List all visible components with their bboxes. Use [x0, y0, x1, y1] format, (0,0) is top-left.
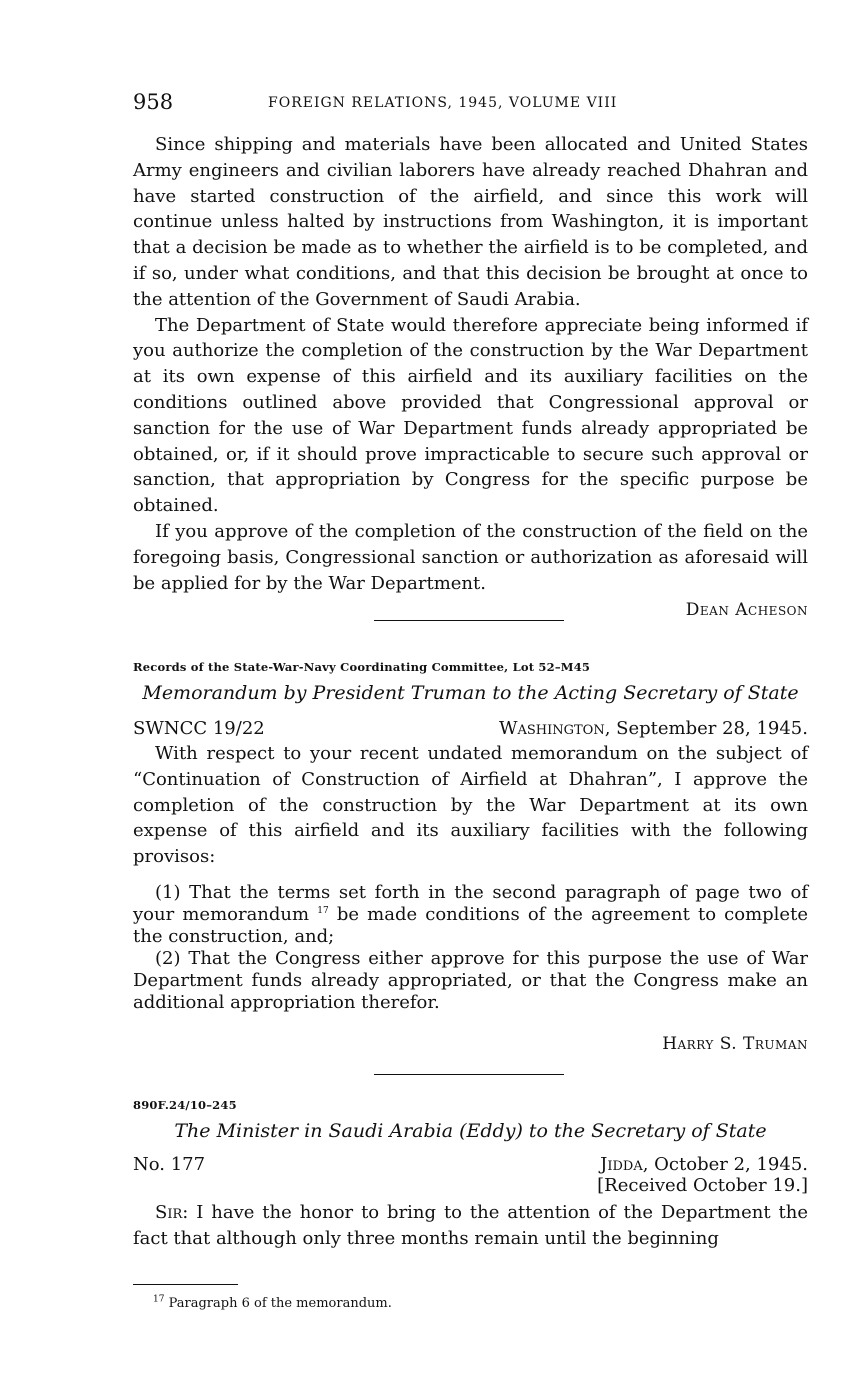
document-ref: SWNCC 19/22 [133, 718, 265, 739]
page-number: 958 [133, 90, 174, 114]
footnote [133, 1290, 392, 1311]
document-title: Memorandum by President Truman to the Acting Secretary of State [142, 682, 799, 704]
paragraph: With respect to your recent undated memorandum on the subject of “Continuation of Construction of Airfield at Dhahran”, I approve the completion of the construction by the War Department at its own expense of this airfield and its auxiliary facilities with the following provisos: [133, 743, 808, 868]
paragraph: The Department of State would therefore appreciate being informed if you authorize the completion of the construction by the War Department at its own expense of this airfield and its auxiliary facilities on the conditions outlined above provided that Congressional approval or sanction for the use of War Department funds already appropriated be obtained, or, if it should prove impracticable to secure such approval or sanction, that appropriation by Congress for the specific purpose be obtained. [133, 314, 808, 517]
source-note: Records of the State-War-Navy Coordinating Committee, Lot 52–M45 [133, 660, 591, 674]
dateline [133, 718, 808, 739]
footnote-number: 17 [153, 1294, 165, 1305]
running-title: FOREIGN RELATIONS, 1945, VOLUME VIII [268, 95, 618, 111]
signature: Dean Acheson [685, 600, 808, 621]
place-date [600, 1154, 808, 1175]
proviso-2: (2) That the Congress either approve for this purpose the use of War Department funds already appropriated, or that the Congress make an additional appropriation therefor. [133, 947, 808, 1013]
document-title: The Minister in Saudi Arabia (Eddy) to the Secretary of State [174, 1120, 767, 1142]
date: , October 2, 1945. [642, 1154, 808, 1175]
paragraph-text: : I have the honor to bring to the attention of the Department the fact that although only three months remain until the beginning [133, 1202, 808, 1249]
footnote-text: Paragraph 6 of the memorandum. [168, 1296, 392, 1311]
signature: Harry S. Truman [662, 1033, 808, 1054]
dateline [133, 1154, 808, 1175]
salutation: Sir [155, 1202, 183, 1223]
date: , September 28, 1945. [604, 718, 808, 739]
place-date [499, 718, 808, 739]
page-header [133, 90, 808, 120]
document-1 [133, 132, 808, 620]
paragraph: If you approve of the completion of the construction of the field on the foregoing basis, Congressional sanction or authorization as aforesaid will be applied for by the War Department. [133, 520, 808, 594]
proviso-text: be made conditions of the agreement to complete the construction, and; [133, 903, 808, 947]
source-note: 890F.24/10–245 [133, 1098, 237, 1112]
place: Jidda [600, 1154, 643, 1175]
footnote-ref: 17 [317, 905, 329, 916]
footnote-rule [133, 1284, 238, 1285]
document-ref: No. 177 [133, 1154, 206, 1175]
document-3 [133, 1098, 808, 1252]
received-note: [Received October 19.] [597, 1175, 808, 1196]
divider [374, 620, 564, 621]
paragraph [133, 1200, 808, 1252]
paragraph: Since shipping and materials have been allocated and United States Army engineers and civilian laborers have already reached Dhahran and have started construction of the airfield, and since this work will continue unless halted by instructions from Washington, it is important that a decision be made as to whether the airfield is to be completed, and if so, under what conditions, and that this decision be brought at once to the attention of the Government of Saudi Arabia. [133, 134, 808, 310]
proviso-1 [133, 882, 808, 948]
place: Washington [498, 718, 605, 739]
proviso-text: (1) That the terms set forth in the second paragraph of page two of your memorandum [133, 881, 808, 925]
divider [374, 1074, 564, 1075]
document-2 [133, 660, 808, 1054]
